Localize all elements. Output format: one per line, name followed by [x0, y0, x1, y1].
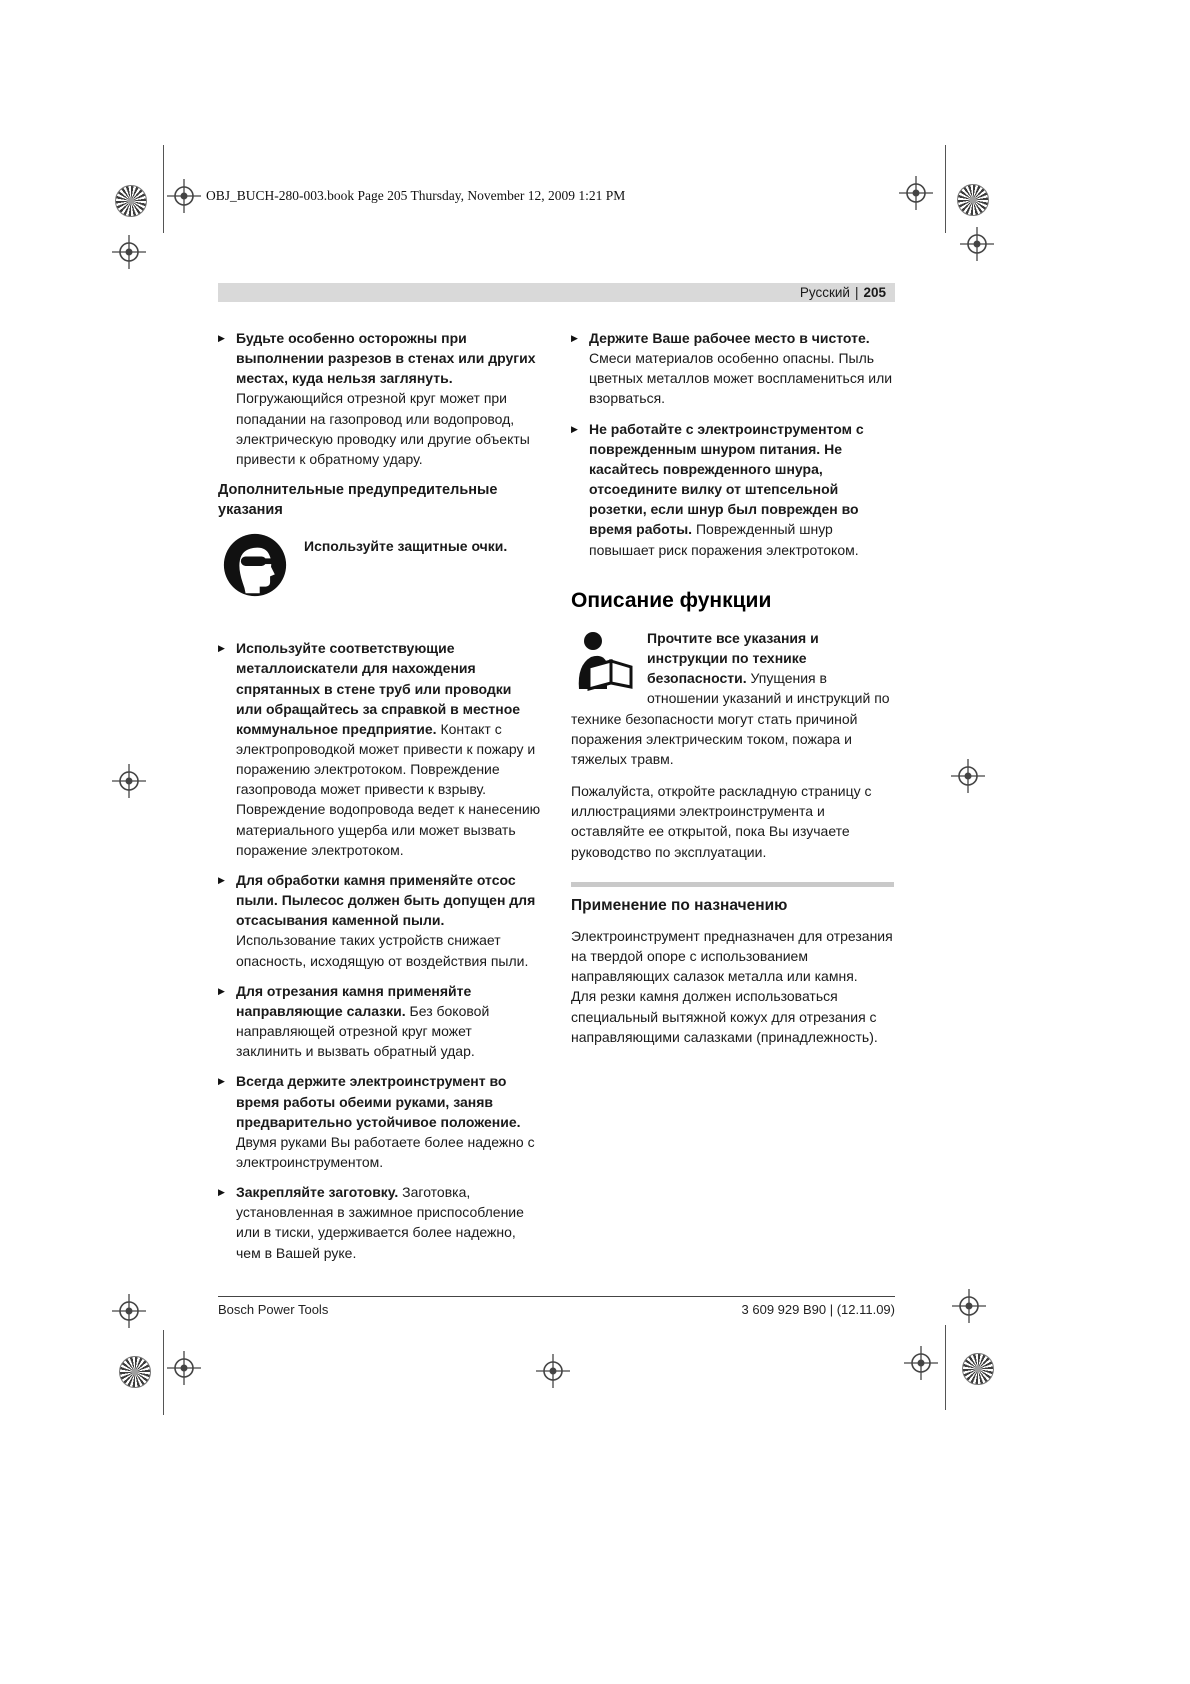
separator: | — [854, 285, 859, 300]
safety-bullet — [218, 638, 541, 860]
registration-mark-icon — [167, 1351, 201, 1385]
left-column — [218, 328, 541, 1273]
additional-warnings-heading: Дополнительные предупредительные указания — [218, 482, 498, 518]
pinwheel-mark-top-left-icon — [115, 185, 147, 217]
pinwheel-mark-bottom-left-icon — [119, 1356, 151, 1388]
bullet-text: Всегда держите электроинструмент во время работы обеими руками, заняв предварительно устойчивое положение. Двумя руками Вы работаете более надежно с электроинструментом. — [236, 1073, 535, 1170]
bullet-arrow-icon: ▶ — [218, 874, 225, 885]
bullet-text: Будьте особенно осторожны при выполнении разрезов в стенах или других местах, куда нельзя заглянуть. Погружающийся отрезной круг может при попадании на газопровод или водопровод, электрическую проводку или другие объекты привести к обратному удару. — [236, 330, 536, 467]
safety-bullet — [218, 328, 541, 469]
bullet-text: Не работайте с электроинструментом с поврежденным шнуром питания. Не касайтесь поврежденного шнура, отсоедините вилку от штепсельной розетки, если шнур был поврежден во время работы. Поврежденный шнур повышает риск поражения электротоком. — [589, 420, 864, 558]
safety-goggles-note — [222, 532, 541, 598]
page-header-bar — [218, 283, 895, 302]
crop-line-bottom-right — [945, 1325, 946, 1410]
bullet-arrow-icon: ▶ — [218, 985, 225, 996]
subsection-divider — [571, 882, 894, 887]
registration-mark-icon — [904, 1346, 938, 1380]
bullet-text: Используйте соответствующие металлоискатели для нахождения спрятанных в стене труб или проводки или обращайтесь за справкой в местное коммунальное предприятие. Контакт с электропроводкой может привести к пожару и поражению электротоком. Повреждение газопровода может привести к взрыву. Повреждение водопровода ведет к нанесению материального ущерба или может вызвать поражение электротоком. — [236, 640, 541, 858]
registration-mark-icon — [167, 179, 201, 213]
pinwheel-mark-top-right-icon — [957, 184, 989, 216]
right-column — [571, 328, 894, 1273]
safety-bullet — [218, 870, 541, 971]
bullet-arrow-icon: ▶ — [218, 333, 225, 343]
read-note-bold: Прочтите все указания и инструкции по технике безопасности. — [647, 629, 819, 687]
registration-mark-icon — [112, 764, 146, 798]
crop-line-top-left — [163, 145, 164, 233]
safety-bullet — [571, 419, 894, 560]
bullet-arrow-icon: ▶ — [571, 423, 578, 434]
safety-bullet — [218, 981, 541, 1062]
safety-goggles-icon — [222, 532, 288, 598]
intended-use-heading: Применение по назначению — [571, 896, 788, 914]
bullet-arrow-icon: ▶ — [218, 1187, 225, 1198]
bullet-arrow-icon: ▶ — [571, 333, 578, 343]
bullet-text: Закрепляйте заготовку. Заготовка, установленная в зажимное приспособление или в тиски, удерживается более надежно, чем в Вашей руке. — [236, 1184, 524, 1261]
safety-bullet — [571, 328, 894, 409]
bullet-arrow-icon: ▶ — [218, 643, 225, 654]
registration-mark-icon — [536, 1354, 570, 1388]
open-foldout-paragraph: Пожалуйста, откройте раскладную страницу с иллюстрациями электроинструмента и оставляйте ее открытой, пока Вы изучаете руководство по эксплуатации. — [571, 783, 872, 860]
footer-rule — [218, 1296, 895, 1297]
registration-mark-icon — [952, 1289, 986, 1323]
footer-brand: Bosch Power Tools — [218, 1302, 329, 1317]
registration-mark-icon — [960, 227, 994, 261]
registration-mark-icon — [951, 759, 985, 793]
language-label: Русский — [799, 285, 850, 300]
read-instructions-note — [571, 628, 894, 769]
crop-line-top-right — [945, 145, 946, 233]
registration-mark-icon — [112, 235, 146, 269]
pinwheel-mark-bottom-right-icon — [962, 1353, 994, 1385]
bullet-arrow-icon: ▶ — [218, 1076, 225, 1087]
goggles-note-text: Используйте защитные очки. — [304, 538, 508, 555]
page-content — [218, 328, 895, 1273]
bullet-text: Для отрезания камня применяйте направляющие салазки. Без боковой направляющей отрезной круг может заклинить и вызвать обратный удар. — [236, 982, 490, 1060]
footer-doc-number: 3 609 929 B90 | (12.11.09) — [741, 1302, 895, 1317]
page-number: 205 — [863, 285, 886, 300]
function-description-heading: Описание функции — [571, 588, 772, 612]
bullet-text: Держите Ваше рабочее место в чистоте. Смеси материалов особенно опасны. Пыль цветных металлов может воспламениться или взорваться. — [589, 330, 893, 407]
read-note-text: Упущения в отношении указаний и инструкций по технике безопасности могут стать причиной поражения электрическим током, пожара и тяжелых травм. — [571, 670, 890, 767]
safety-bullet — [218, 1071, 541, 1172]
intended-use-paragraph-2: Для резки камня должен использоваться специальный вытяжной кожух для отрезания с направляющими салазками (принадлежность). — [571, 988, 878, 1045]
read-manual-icon — [571, 630, 635, 692]
page-footer — [218, 1302, 895, 1317]
intended-use-paragraph-1: Электроинструмент предназначен для отрезания на твердой опоре с использованием направляющих салазок металла или камня. — [571, 927, 893, 985]
bullet-text: Для обработки камня применяйте отсос пыли. Пылесос должен быть допущен для отсасывания каменной пыли. Использование таких устройств снижает опасность, исходящую от воздействия пыли. — [236, 871, 536, 969]
crop-line-bottom-left — [163, 1330, 164, 1415]
registration-mark-icon — [899, 176, 933, 210]
registration-mark-icon — [112, 1294, 146, 1328]
print-job-header: OBJ_BUCH-280-003.book Page 205 Thursday, November 12, 2009 1:21 PM — [206, 188, 626, 203]
safety-bullet — [218, 1182, 541, 1263]
